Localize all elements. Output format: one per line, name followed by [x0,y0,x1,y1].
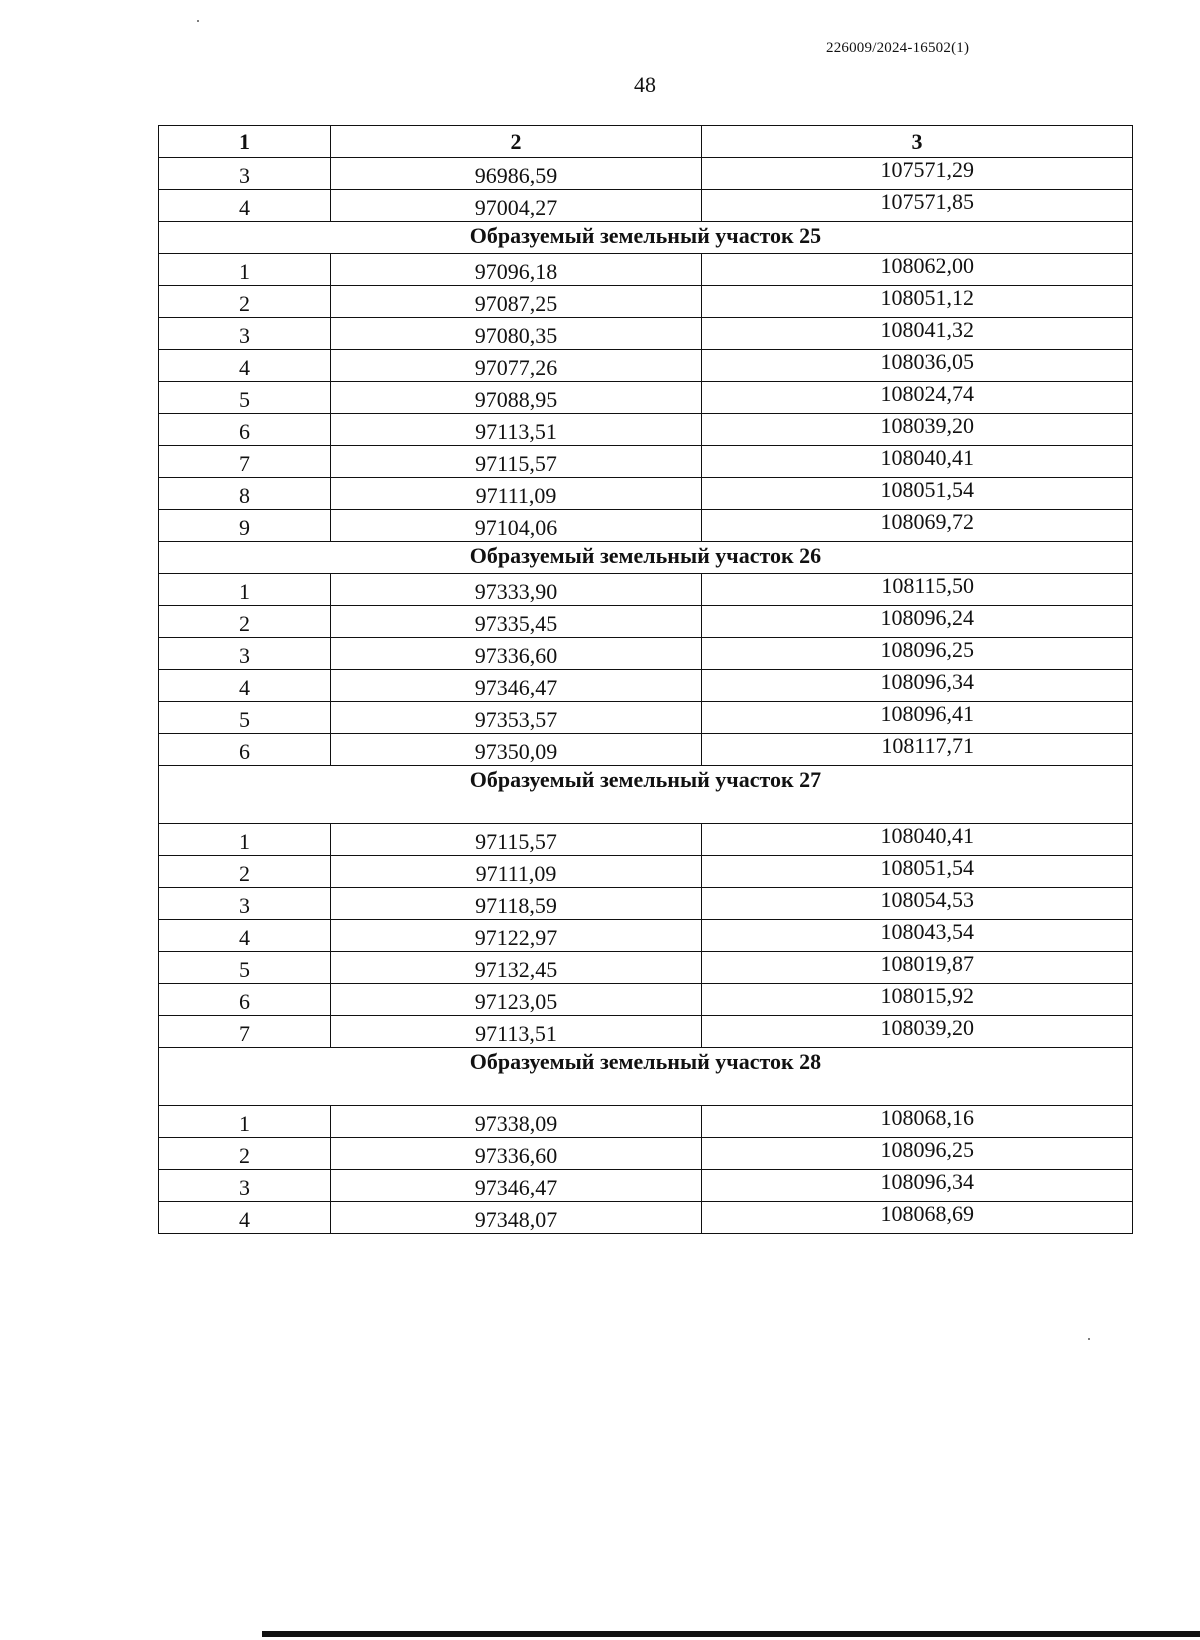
table-row [159,478,1133,510]
point-number-cell: 2 [159,856,331,888]
y-coordinate-cell: 108096,41 [702,702,1133,734]
point-number-cell: 6 [159,734,331,766]
section-title: Образуемый земельный участок 27 [159,766,1133,824]
coordinates-table [158,125,1133,1234]
table-row [159,1138,1133,1170]
table-row [159,1016,1133,1048]
point-number-cell: 4 [159,670,331,702]
section-title: Образуемый земельный участок 26 [159,542,1133,574]
y-coordinate-cell: 108096,25 [702,638,1133,670]
point-number-cell: 1 [159,254,331,286]
y-coordinate-cell: 108043,54 [702,920,1133,952]
table-row [159,382,1133,414]
y-coordinate-cell: 108051,12 [702,286,1133,318]
y-coordinate-cell: 108040,41 [702,446,1133,478]
x-coordinate-cell: 97333,90 [331,574,702,606]
document-registration-number: 226009/2024-16502(1) [826,40,970,56]
point-number-cell: 3 [159,1170,331,1202]
table-row [159,286,1133,318]
x-coordinate-cell: 97335,45 [331,606,702,638]
y-coordinate-cell: 108054,53 [702,888,1133,920]
point-number-cell: 3 [159,638,331,670]
x-coordinate-cell: 97115,57 [331,446,702,478]
point-number-cell: 2 [159,286,331,318]
x-coordinate-cell: 97336,60 [331,638,702,670]
table-row [159,190,1133,222]
x-coordinate-cell: 97113,51 [331,414,702,446]
point-number-cell: 1 [159,824,331,856]
x-coordinate-cell: 97346,47 [331,670,702,702]
table-row [159,670,1133,702]
section-header-row [159,542,1133,574]
section-header-row [159,1048,1133,1106]
point-number-cell: 7 [159,446,331,478]
y-coordinate-cell: 108096,25 [702,1138,1133,1170]
x-coordinate-cell: 97004,27 [331,190,702,222]
point-number-cell: 5 [159,382,331,414]
table-row [159,254,1133,286]
point-number-cell: 6 [159,414,331,446]
column-header-y: 3 [702,126,1133,158]
y-coordinate-cell: 107571,29 [702,158,1133,190]
table-row [159,920,1133,952]
y-coordinate-cell: 108024,74 [702,382,1133,414]
x-coordinate-cell: 97111,09 [331,478,702,510]
section-title: Образуемый земельный участок 28 [159,1048,1133,1106]
y-coordinate-cell: 108015,92 [702,984,1133,1016]
point-number-cell: 9 [159,510,331,542]
x-coordinate-cell: 97113,51 [331,1016,702,1048]
column-header-x: 2 [331,126,702,158]
table-row [159,606,1133,638]
point-number-cell: 6 [159,984,331,1016]
x-coordinate-cell: 97118,59 [331,888,702,920]
x-coordinate-cell: 97348,07 [331,1202,702,1234]
x-coordinate-cell: 97122,97 [331,920,702,952]
x-coordinate-cell: 97077,26 [331,350,702,382]
x-coordinate-cell: 97096,18 [331,254,702,286]
table-row [159,824,1133,856]
table-row [159,158,1133,190]
point-number-cell: 2 [159,1138,331,1170]
x-coordinate-cell: 97087,25 [331,286,702,318]
point-number-cell: 4 [159,350,331,382]
scan-bottom-edge [262,1631,1200,1637]
y-coordinate-cell: 108068,69 [702,1202,1133,1234]
table-row [159,350,1133,382]
table-row [159,318,1133,350]
point-number-cell: 4 [159,190,331,222]
table-row [159,702,1133,734]
y-coordinate-cell: 108040,41 [702,824,1133,856]
point-number-cell: 5 [159,952,331,984]
y-coordinate-cell: 108039,20 [702,414,1133,446]
table-row [159,510,1133,542]
x-coordinate-cell: 97338,09 [331,1106,702,1138]
table-row [159,1202,1133,1234]
table-row [159,984,1133,1016]
x-coordinate-cell: 97115,57 [331,824,702,856]
point-number-cell: 2 [159,606,331,638]
x-coordinate-cell: 97123,05 [331,984,702,1016]
point-number-cell: 1 [159,574,331,606]
y-coordinate-cell: 108062,00 [702,254,1133,286]
point-number-cell: 3 [159,318,331,350]
point-number-cell: 4 [159,920,331,952]
point-number-cell: 8 [159,478,331,510]
y-coordinate-cell: 108096,34 [702,1170,1133,1202]
point-number-cell: 5 [159,702,331,734]
scan-speck [1088,1338,1090,1340]
y-coordinate-cell: 108115,50 [702,574,1133,606]
table-row [159,856,1133,888]
table-row [159,446,1133,478]
table-row [159,574,1133,606]
x-coordinate-cell: 97080,35 [331,318,702,350]
x-coordinate-cell: 96986,59 [331,158,702,190]
x-coordinate-cell: 97346,47 [331,1170,702,1202]
column-header-point-number: 1 [159,126,331,158]
table-row [159,952,1133,984]
y-coordinate-cell: 108068,16 [702,1106,1133,1138]
y-coordinate-cell: 107571,85 [702,190,1133,222]
x-coordinate-cell: 97104,06 [331,510,702,542]
x-coordinate-cell: 97336,60 [331,1138,702,1170]
point-number-cell: 4 [159,1202,331,1234]
table-row [159,414,1133,446]
section-header-row [159,222,1133,254]
y-coordinate-cell: 108041,32 [702,318,1133,350]
x-coordinate-cell: 97088,95 [331,382,702,414]
y-coordinate-cell: 108051,54 [702,478,1133,510]
table-row [159,1170,1133,1202]
y-coordinate-cell: 108051,54 [702,856,1133,888]
x-coordinate-cell: 97353,57 [331,702,702,734]
section-title: Образуемый земельный участок 25 [159,222,1133,254]
table-header-row [159,126,1133,158]
point-number-cell: 3 [159,888,331,920]
x-coordinate-cell: 97132,45 [331,952,702,984]
y-coordinate-cell: 108019,87 [702,952,1133,984]
coordinates-table-body [159,158,1133,1234]
point-number-cell: 1 [159,1106,331,1138]
point-number-cell: 7 [159,1016,331,1048]
table-row [159,734,1133,766]
table-row [159,888,1133,920]
y-coordinate-cell: 108039,20 [702,1016,1133,1048]
y-coordinate-cell: 108096,34 [702,670,1133,702]
y-coordinate-cell: 108069,72 [702,510,1133,542]
page-number: 48 [634,72,656,97]
section-header-row [159,766,1133,824]
scan-speck [197,20,199,22]
table-row [159,638,1133,670]
point-number-cell: 3 [159,158,331,190]
table-row [159,1106,1133,1138]
y-coordinate-cell: 108036,05 [702,350,1133,382]
y-coordinate-cell: 108096,24 [702,606,1133,638]
x-coordinate-cell: 97350,09 [331,734,702,766]
y-coordinate-cell: 108117,71 [702,734,1133,766]
x-coordinate-cell: 97111,09 [331,856,702,888]
